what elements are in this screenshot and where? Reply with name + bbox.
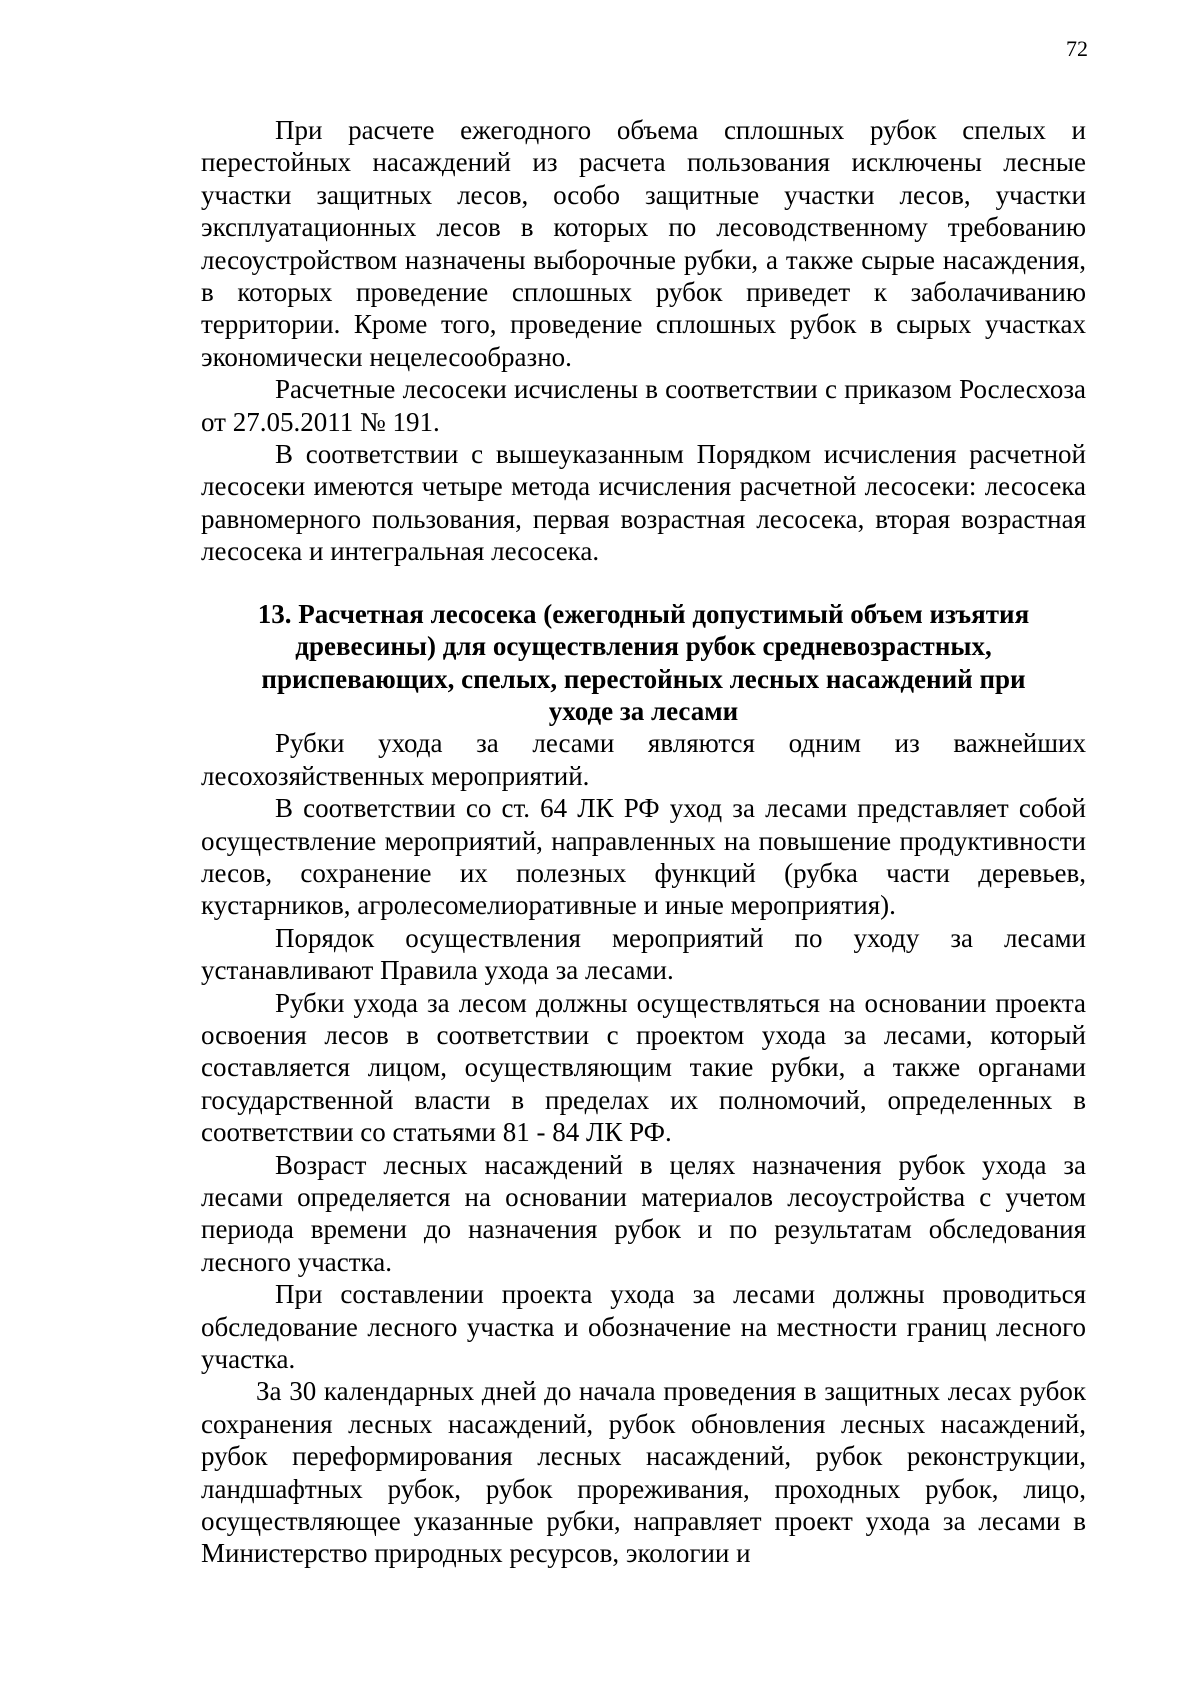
paragraph: Рубки ухода за лесом должны осуществляться на основании проекта освоения лесов в соответствии с проектом ухода за лесами, который составляется лицом, осуществляющим такие рубки, а также органами государственной власти в пределах их полномочий, определенных в соответствии со статьями 81 - 84 ЛК РФ.	[201, 987, 1086, 1148]
paragraph: При расчете ежегодного объема сплошных рубок спелых и перестойных насаждений из расчета пользования исключены лесные участки защитных лесов, особо защитные участки лесов, участки эксплуатационных лесов в которых по лесоводственному требованию лесоустройством назначены выборочные рубки, а также сырые насаждения, в которых проведение сплошных рубок приведет к заболачиванию территории. Кроме того, проведение сплошных рубок в сырых участках экономически нецелесообразно.	[201, 115, 1086, 372]
paragraph: В соответствии со ст. 64 ЛК РФ уход за лесами представляет собой осуществление мероприятий, направленных на повышение продуктивности лесов, сохранение их полезных функций (рубка части деревьев, кустарников, агролесомелиоративные и иные мероприятия).	[201, 793, 1086, 921]
section-heading: 13. Расчетная лесосека (ежегодный допустимый объем изъятия древесины) для осуществления рубок средневозрастных, приспевающих, спелых, перестойных лесных насаждений при уходе за лесами	[257, 598, 1030, 726]
paragraph: Возраст лесных насаждений в целях назначения рубок ухода за лесами определяется на основании материалов лесоустройства с учетом периода времени до назначения рубок и по результатам обследования лесного участка.	[201, 1149, 1086, 1277]
paragraph: Рубки ухода за лесами являются одним из важнейших лесохозяйственных мероприятий.	[201, 728, 1086, 791]
paragraph: Порядок осуществления мероприятий по уходу за лесами устанавливают Правила ухода за лесами.	[201, 922, 1086, 986]
paragraph: Расчетные лесосеки исчислены в соответствии с приказом Рослесхоза от 27.05.2011 № 191.	[201, 374, 1086, 437]
paragraph: При составлении проекта ухода за лесами должны проводиться обследование лесного участка и обозначение на местности границ лесного участка.	[201, 1279, 1086, 1375]
paragraph: В соответствии с вышеуказанным Порядком исчисления расчетной лесосеки имеются четыре метода исчисления расчетной лесосеки: лесосека равномерного пользования, первая возрастная лесосека, вторая возрастная лесосека и интегральная лесосека.	[201, 439, 1086, 567]
page-content	[201, 114, 1086, 1570]
page-number: 72	[1066, 36, 1088, 61]
paragraph: За 30 календарных дней до начала проведения в защитных лесах рубок сохранения лесных насаждений, рубок обновления лесных насаждений, рубок переформирования лесных насаждений, рубок реконструкции, ландшафтных рубок, рубок прореживания, проходных рубок, лицо, осуществляющее указанные рубки, направляет проект ухода за лесами в Министерство природных ресурсов, экологии и	[201, 1376, 1086, 1569]
